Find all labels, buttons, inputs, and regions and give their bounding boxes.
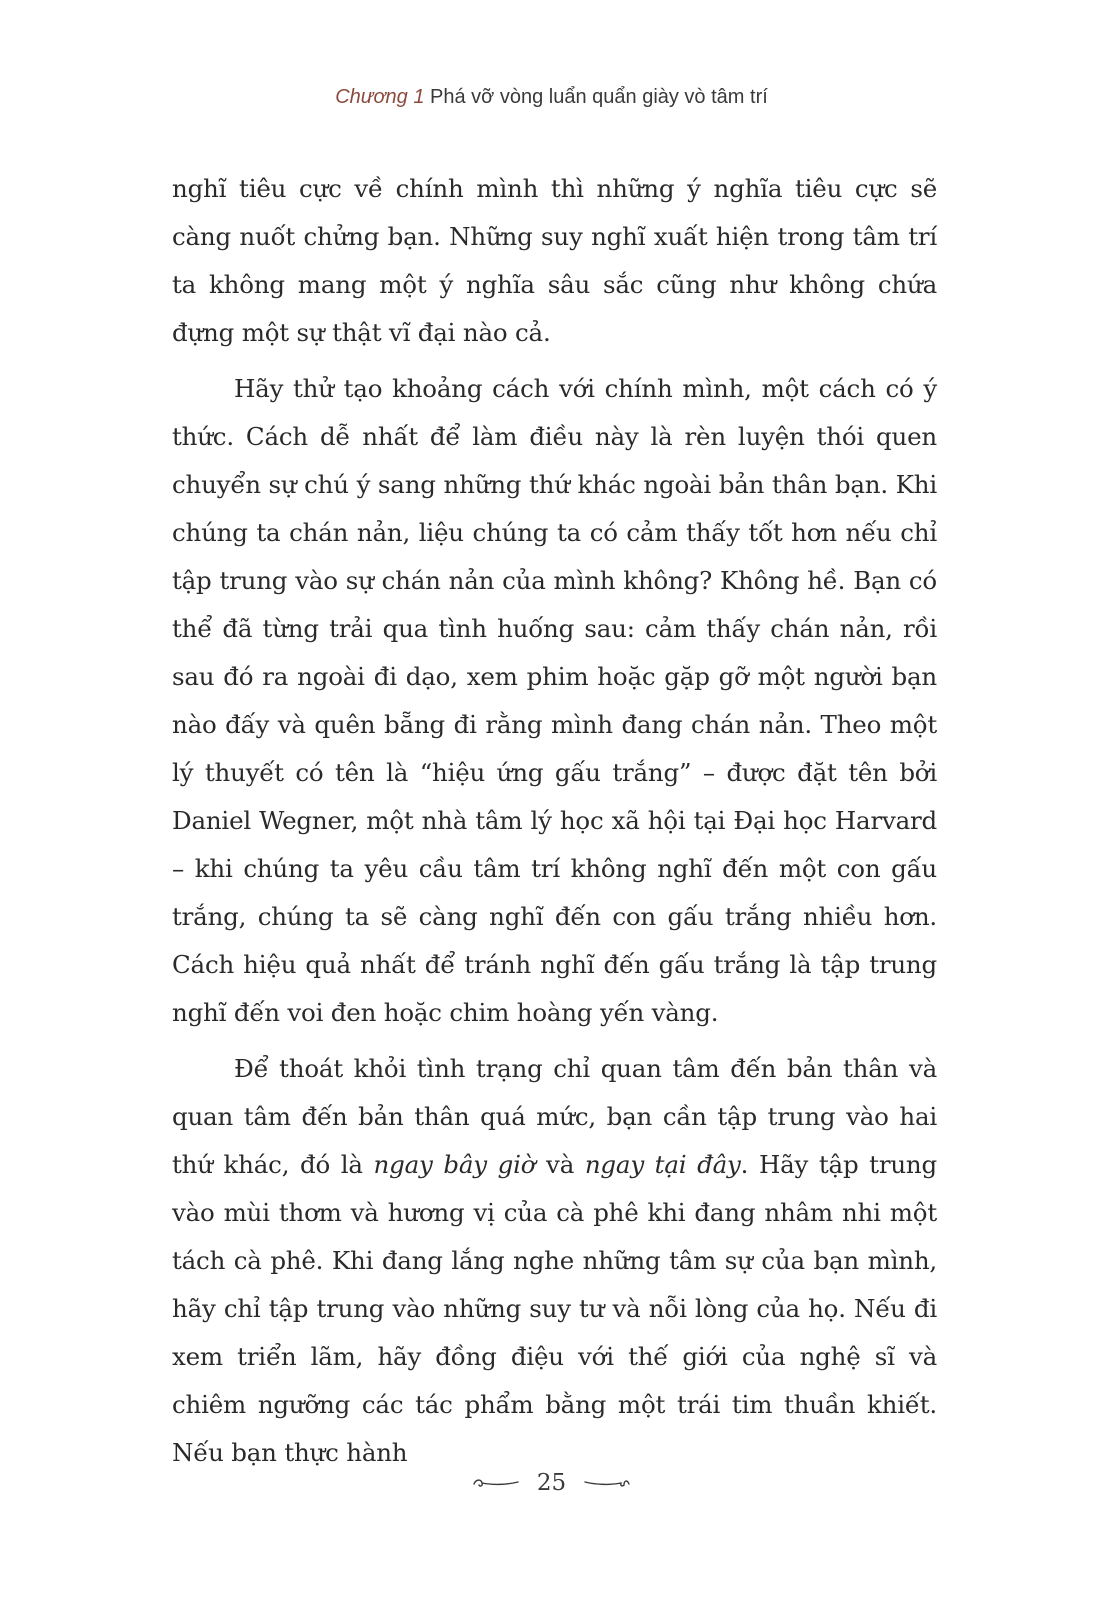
body-text (172, 165, 937, 1485)
paragraph-3-part-3: . Hãy tập trung vào mùi thơm và hương vị của cà phê khi đang nhâm nhi một tách cà phê. Khi đang lắng nghe những tâm sự của bạn mình, hãy chỉ tập trung vào những suy tư và nỗi lòng của họ. Nếu đi xem triển lãm, hãy đồng điệu với thế giới của nghệ sĩ và chiêm ngưỡng các tác phẩm bằng một trái tim thuần khiết. Nếu bạn thực hành (172, 1150, 937, 1467)
chapter-title: Phá vỡ vòng luẩn quẩn giày vò tâm trí (430, 86, 768, 108)
chapter-label: Chương 1 (335, 86, 425, 108)
page-footer (0, 1470, 1103, 1496)
paragraph-2: Hãy thử tạo khoảng cách với chính mình, một cách có ý thức. Cách dễ nhất để làm điều này là rèn luyện thói quen chuyển sự chú ý sang những thứ khác ngoài bản thân bạn. Khi chúng ta chán nản, liệu chúng ta có cảm thấy tốt hơn nếu chỉ tập trung vào sự chán nản của mình không? Không hề. Bạn có thể đã từng trải qua tình huống sau: cảm thấy chán nản, rồi sau đó ra ngoài đi dạo, xem phim hoặc gặp gỡ một người bạn nào đấy và quên bẵng đi rằng mình đang chán nản. Theo một lý thuyết có tên là “hiệu ứng gấu trắng” – được đặt tên bởi Daniel Wegner, một nhà tâm lý học xã hội tại Đại học Harvard – khi chúng ta yêu cầu tâm trí không nghĩ đến một con gấu trắng, chúng ta sẽ càng nghĩ đến con gấu trắng nhiều hơn. Cách hiệu quả nhất để tránh nghĩ đến gấu trắng là tập trung nghĩ đến voi đen hoặc chim hoàng yến vàng. (172, 374, 937, 1027)
paragraph-3-part-1: Để thoát khỏi tình trạng chỉ quan tâm đến bản thân và quan tâm đến bản thân quá mức, bạn cần tập trung vào hai thứ khác, đó là (172, 1054, 937, 1179)
running-header (0, 86, 1103, 109)
emphasis-now: ngay bây giờ (373, 1150, 536, 1179)
left-flourish-icon (472, 1476, 520, 1490)
paragraph-3-part-2: và (535, 1150, 585, 1179)
paragraph-3 (172, 1045, 937, 1477)
right-flourish-icon (583, 1476, 631, 1490)
page-number: 25 (536, 1470, 567, 1496)
paragraph-1: nghĩ tiêu cực về chính mình thì những ý nghĩa tiêu cực sẽ càng nuốt chửng bạn. Những suy nghĩ xuất hiện trong tâm trí ta không mang một ý nghĩa sâu sắc cũng như không chứa đựng một sự thật vĩ đại nào cả. (172, 174, 937, 347)
emphasis-here: ngay tại đây (584, 1150, 741, 1179)
